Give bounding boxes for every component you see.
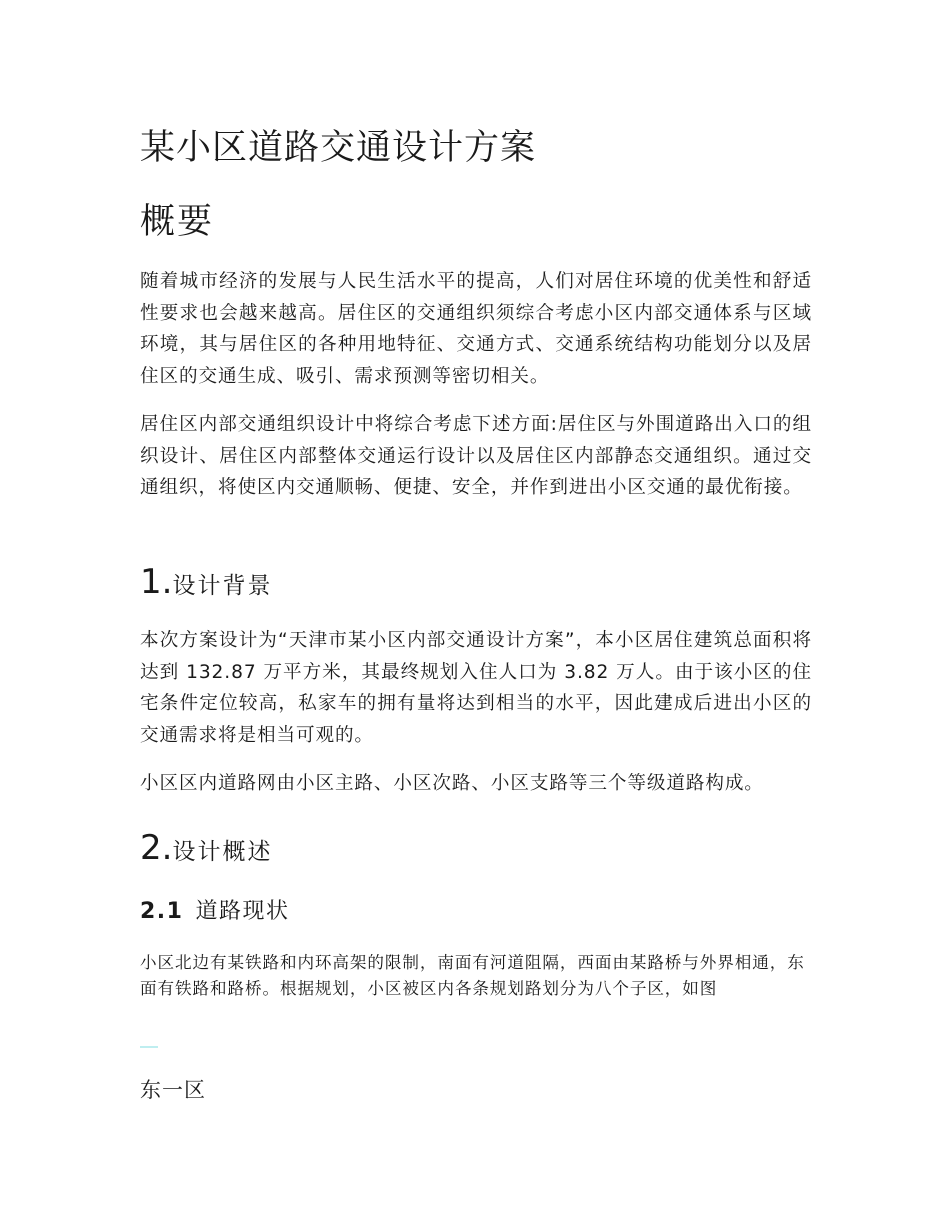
section-2-heading [140, 826, 272, 874]
section-2-number: 2. [140, 828, 173, 868]
zone-label: 东一区 [140, 1078, 206, 1102]
summary-paragraph-2: 居住区内部交通组织设计中将综合考虑下述方面:居住区与外围道路出入口的组织设计、居住区内部整体交通运行设计以及居住区内部静态交通组织。通过交通组织，将使区内交通顺畅、便捷、安全，并作到进出小区交通的最优衔接。 [140, 414, 812, 498]
section-2-title: 设计概述 [172, 839, 273, 865]
section-1-title: 设计背景 [172, 573, 273, 599]
section-1-number: 1. [140, 562, 173, 602]
section-1-paragraph-1: 本次方案设计为“天津市某小区内部交通设计方案”，本小区居住建筑总面积将达到 132.87 万平方米，其最终规划入住人口为 3.82 万人。由于该小区的住宅条件定位较高，私家车的拥有量将达到相当的水平，因此建成后进出小区的交通需求将是相当可观的。 [140, 630, 812, 746]
summary-paragraph-1: 随着城市经济的发展与人民生活水平的提高，人们对居住环境的优美性和舒适性要求也会越来越高。居住区的交通组织须综合考虑小区内部交通体系与区域环境，其与居住区的各种用地特征、交通方式、交通系统结构功能划分以及居住区的交通生成、吸引、需求预测等密切相关。 [140, 271, 812, 387]
subsection-2-1-paragraph: 小区北边有某铁路和内环高架的限制，南面有河道阻隔，西面由某路桥与外界相通，东面有铁路和路桥。根据规划，小区被区内各条规划路划分为八个子区，如图 [140, 953, 805, 998]
subsection-2-1-number: 2.1 [140, 899, 184, 924]
divider-rule [140, 1046, 158, 1048]
subsection-2-1-heading [140, 896, 290, 928]
summary-heading: 概要 [140, 202, 215, 242]
document-title: 某小区道路交通设计方案 [140, 128, 537, 168]
section-1-paragraph-2: 小区区内道路网由小区主路、小区次路、小区支路等三个等级道路构成。 [140, 773, 764, 794]
section-1-heading [140, 560, 272, 608]
subsection-2-1-title: 道路现状 [195, 899, 290, 924]
